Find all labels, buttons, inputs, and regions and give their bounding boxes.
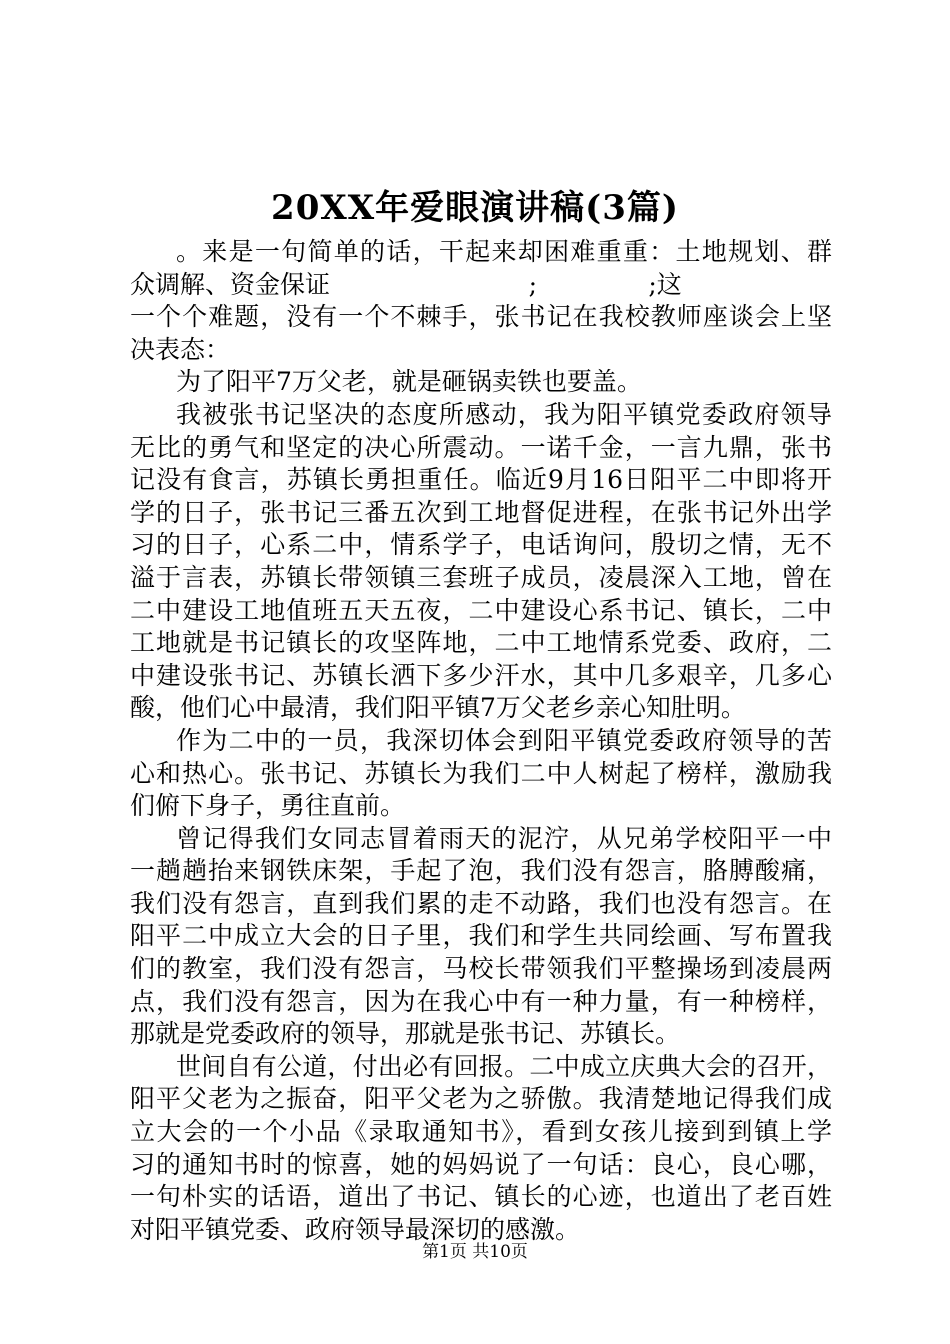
body-line: 那就是党委政府的领导，那就是张书记、苏镇长。 <box>130 1019 681 1049</box>
body-line: 作为二中的一员，我深切体会到阳平镇党委政府领导的苦 <box>176 725 832 755</box>
body-line: 中建设张书记、苏镇长洒下多少汗水，其中几多艰辛，几多心 <box>130 660 832 690</box>
body-line: 对阳平镇党委、政府领导最深切的感激。 <box>130 1214 581 1244</box>
body-line: 无比的勇气和坚定的决心所震动。一诺千金，一言九鼎，张书 <box>130 432 832 462</box>
body-line: 阳平父老为之振奋，阳平父老为之骄傲。我清楚地记得我们成 <box>130 1084 832 1114</box>
body-line: 曾记得我们女同志冒着雨天的泥泞，从兄弟学校阳平一中 <box>176 823 832 853</box>
body-line: 立大会的一个小品《录取通知书》，看到女孩儿接到到镇上学 <box>130 1117 832 1147</box>
body-line: 们的教室，我们没有怨言，马校长带领我们平整操场到凌晨两 <box>130 954 832 984</box>
body-line: 二中建设工地值班五天五夜，二中建设心系书记、镇长，二中 <box>130 595 832 625</box>
body-line: 一趟趟抬来钢铁床架，手起了泡，我们没有怨言，胳膊酸痛， <box>130 856 832 886</box>
body-line: 众调解、资金保证 ; ;这 <box>130 269 682 299</box>
body-line: 点，我们没有怨言，因为在我心中有一种力量，有一种榜样， <box>130 986 832 1016</box>
body-line: 工地就是书记镇长的攻坚阵地，二中工地情系党委、政府，二 <box>130 628 832 658</box>
page-footer: 第1页 共10页 <box>422 1242 528 1262</box>
body-line: 溢于言表，苏镇长带领镇三套班子成员，凌晨深入工地，曾在 <box>130 562 832 592</box>
body-line: 们俯下身子，勇往直前。 <box>130 791 406 821</box>
body-line: 一个个难题，没有一个不棘手，张书记在我校教师座谈会上坚 <box>130 302 832 332</box>
body-line: 一句朴实的话语，道出了书记、镇长的心迹，也道出了老百姓 <box>130 1182 832 1212</box>
body-line: 阳平二中成立大会的日子里，我们和学生共同绘画、写布置我 <box>130 921 832 951</box>
body-line: 习的日子，心系二中，情系学子，电话询问，殷切之情，无不 <box>130 530 832 560</box>
body-line: 我们没有怨言，直到我们累的走不动路，我们也没有怨言。在 <box>130 888 832 918</box>
body-line: 心和热心。张书记、苏镇长为我们二中人树起了榜样，激励我 <box>130 758 832 788</box>
body-line: 决表态： <box>130 334 231 364</box>
document-body <box>130 236 832 1246</box>
body-line: 记没有食言，苏镇长勇担重任。临近9月16日阳平二中即将开 <box>130 465 832 495</box>
body-line: 世间自有公道，付出必有回报。二中成立庆典大会的召开， <box>176 1051 832 1081</box>
body-line: 学的日子，张书记三番五次到工地督促进程，在张书记外出学 <box>130 497 832 527</box>
body-line: 为了阳平7万父老，就是砸锅卖铁也要盖。 <box>176 367 642 397</box>
body-line: 。来是一句简单的话，干起来却困难重重：土地规划、群 <box>176 237 832 266</box>
body-line: 习的通知书时的惊喜，她的妈妈说了一句话：良心，良心哪， <box>130 1149 832 1179</box>
document-title: 20XX年爱眼演讲稿(3篇) <box>271 188 679 228</box>
body-line: 我被张书记坚决的态度所感动，我为阳平镇党委政府领导 <box>176 399 832 429</box>
body-line: 酸，他们心中最清，我们阳平镇7万父老乡亲心知肚明。 <box>130 693 746 723</box>
